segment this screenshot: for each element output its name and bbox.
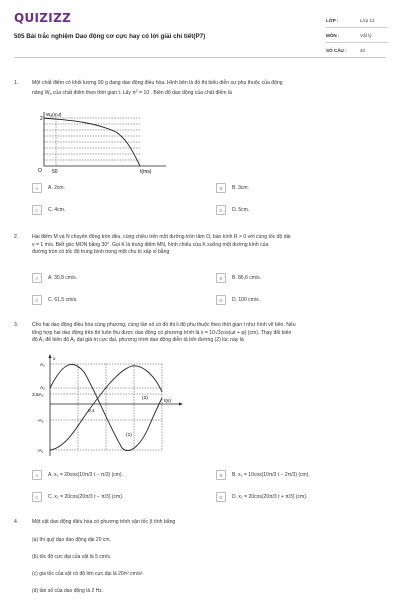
curve-1-label: (1) <box>126 433 132 438</box>
option-letter: D <box>216 295 226 305</box>
option-letter: D <box>216 205 226 215</box>
option-text: C. 4cm. <box>48 207 66 213</box>
option-letter: C <box>32 492 42 502</box>
t-axis-label: t(s) <box>164 399 171 404</box>
option-text: A. 30,8 cm/s. <box>48 275 78 281</box>
text-part: năng W <box>32 89 50 96</box>
axis-arrow <box>49 354 52 358</box>
page-title: 505 Bài trắc nghiệm Dao động cơ cực hay có lời giải chi tiết(P7) <box>14 33 206 40</box>
option-b[interactable] <box>216 183 249 193</box>
quizizz-logo: QUIZIZZ <box>14 11 72 25</box>
option-a[interactable] <box>32 470 123 480</box>
a35-label: 3,5A₂ <box>32 393 44 398</box>
option-letter: C <box>32 205 42 215</box>
subscript: đ <box>49 91 52 96</box>
axis-arrow <box>179 403 183 406</box>
superscript: 2 <box>135 88 138 93</box>
text-part: = 10 . Biên độ dao động của chất điểm là <box>137 89 232 96</box>
meta-row-count <box>326 43 388 57</box>
option-text: B. 86,6 cm/s. <box>232 275 262 281</box>
question-text: Một vật dao động điều hòa có phương trình vận tốc (t tính bằng <box>32 519 176 525</box>
option-letter: D <box>216 492 226 502</box>
question-text <box>32 322 384 345</box>
option-d[interactable] <box>216 492 307 502</box>
option-text: D. x₂ = 20cos(20π/3 t + π/3) (cm). <box>232 494 308 500</box>
question-text <box>32 80 384 98</box>
energy-time-graph <box>30 108 170 178</box>
a1-label: A₁ <box>40 363 45 368</box>
question-text <box>32 234 384 257</box>
option-text: C. x₂ = 20cos(20π/3 t − π/3) (cm). <box>48 494 124 500</box>
curve-2-label: (2) <box>142 396 148 401</box>
question-line <box>32 88 384 99</box>
option-text: A. 2cm. <box>48 185 65 191</box>
a2-label: A₂ <box>40 386 46 391</box>
option-text: B. 3cm. <box>232 185 249 191</box>
option-text: D. 100 cm/s. <box>232 297 261 303</box>
question-number: 4. <box>14 519 19 525</box>
option-c[interactable] <box>32 492 123 502</box>
option-b[interactable] <box>216 470 310 480</box>
grid <box>50 364 162 450</box>
axis-x-label: x <box>53 356 56 362</box>
meta-table <box>326 13 388 57</box>
question-number: 1. <box>14 80 19 86</box>
statement-d: (d) tần số của dao động là 2 Hz. <box>32 588 104 594</box>
text-part: của chất điểm theo thời gian t. Lấy π <box>51 89 136 96</box>
question-line: Một chất điểm có khối lượng 90 g đang dao động điều hòa. Hình bên là đồ thị biểu diễn sự phụ thuộc của động <box>32 80 283 86</box>
option-letter: B <box>216 470 226 480</box>
meta-label: MÔN : <box>326 32 340 38</box>
option-c[interactable] <box>32 295 77 305</box>
meta-value: Lớp 12 <box>360 17 375 23</box>
x-tick-label: 50 <box>52 169 58 175</box>
question-number: 2. <box>14 234 19 240</box>
option-letter: B <box>216 273 226 283</box>
t-tick-label: 0,1 <box>88 409 95 414</box>
neg-a2-label: -A₂ <box>37 419 44 424</box>
option-text: A. x₂ = 20cos(10π/3 t − π/3) (cm). <box>48 472 123 478</box>
statement-a: (a) thì quỹ đạo dao động dài 20 cm. <box>32 537 111 543</box>
origin-label: O <box>38 168 42 174</box>
question-number: 3. <box>14 322 19 328</box>
x-axis-label: t(ms) <box>140 169 152 175</box>
question-line: Hai điểm M và N chuyển động tròn đều, cùng chiều trên một đường tròn tâm O, bán kính R > 0 với cùng tốc độ dài <box>32 234 291 240</box>
meta-label: SỐ CÂU : <box>326 47 347 53</box>
option-letter: A <box>32 183 42 193</box>
y-tick-label: 2 <box>40 116 43 122</box>
neg-a1-label: -A₁ <box>37 449 44 454</box>
question-line: đường tròn có tốc độ trung bình trong một chu kì xấp xỉ bằng <box>32 249 170 256</box>
option-a[interactable] <box>32 183 65 193</box>
option-letter: C <box>32 295 42 305</box>
y-axis-label: $W_đ(mJ)$ <box>46 112 62 118</box>
option-d[interactable] <box>216 205 249 215</box>
question-line: v = 1 m/s. Biết góc MON bằng 30°. Gọi K là trung điểm MN, hình chiếu của K xuống một đường kính của <box>32 241 269 248</box>
option-letter: B <box>216 183 226 193</box>
question-line: tổng hợp hai dao động trên thì luôn thu được dao động có phương trình là x = 10√3cos(ωt + φ) (cm). Thay đổi biên <box>32 329 292 336</box>
question-line: Cho hai dao động điều hòa cùng phương, cùng tần số có đồ thị li độ phụ thuộc theo thời gian t như hình vẽ bên. Nếu <box>32 322 296 328</box>
question-line: độ A₁ để biên độ A₁ đạt giá trị cực đại, phương trình dao động diễn tả bởi đường (2) lúc này là <box>32 337 244 344</box>
option-text: B. x₂ = 10cos(10π/3 t − 2π/3) (cm). <box>232 472 310 478</box>
option-text: C. 61,5 cm/s. <box>48 297 78 303</box>
meta-label: LỚP : <box>326 17 339 23</box>
header-divider <box>14 57 386 58</box>
statement-c: (c) gia tốc của vật có độ lớn cực đại là 20π² cm/s². <box>32 571 144 577</box>
option-text: D. 5cm. <box>232 207 250 213</box>
option-c[interactable] <box>32 205 65 215</box>
meta-row-class <box>326 13 388 28</box>
option-b[interactable] <box>216 273 261 283</box>
option-d[interactable] <box>216 295 260 305</box>
option-letter: A <box>32 273 42 283</box>
meta-value: 40 <box>360 47 366 53</box>
statement-b: (b) tốc độ cực đại của vật là 5 cm/s. <box>32 554 112 560</box>
meta-row-subject <box>326 28 388 43</box>
meta-value: Vật lý <box>360 32 372 38</box>
displacement-time-graph <box>30 352 190 460</box>
option-letter: A <box>32 470 42 480</box>
option-a[interactable] <box>32 273 77 283</box>
